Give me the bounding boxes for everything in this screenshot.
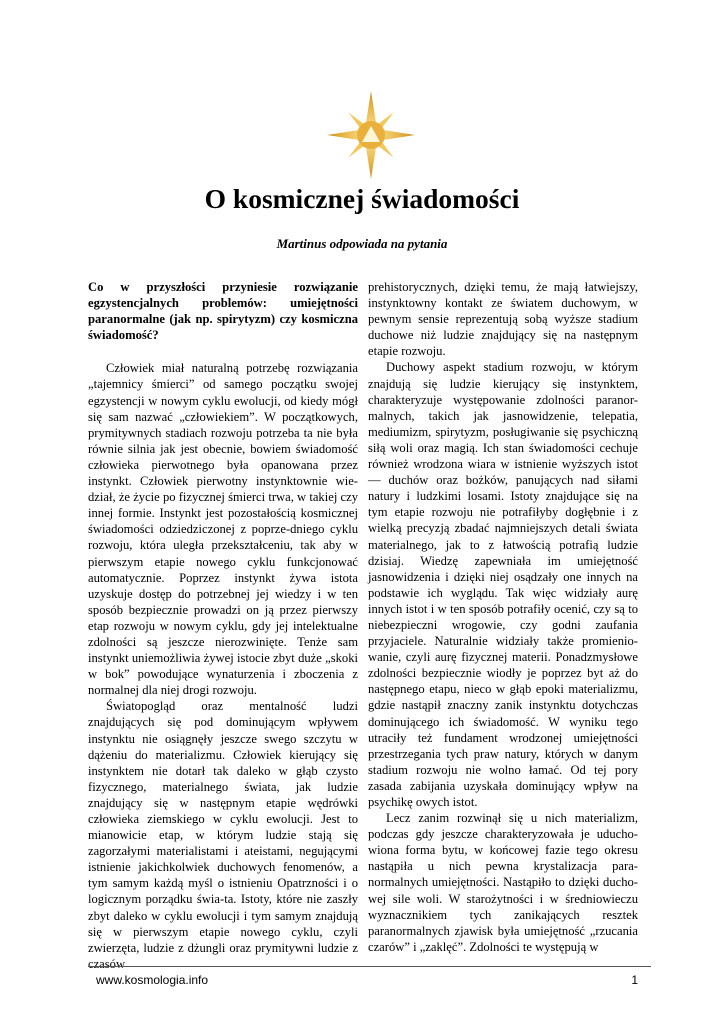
page-subtitle: Martinus odpowiada na pytania [276,236,448,251]
paragraph: Lecz zanim rozwinął się u nich materializm, podczas gdy jeszcze charakteryzowała je uducho-wiona forma bytu, w końcowej fazie tego okresu nastąpiła u nich pewna krystalizacja para-normalnych umiejętności. Nastąpiło to dzięki ducho-wej sile woli. W starożytności i w średniowieczu wyznacznikiem tych zanikających resztek paranormalnych zjawisk była umiejętność „rzucania czarów” i „zaklęć”. Zdolności te występują w [368,811,638,954]
footer-divider [88,966,651,967]
footer-website: www.kosmologia.info [96,973,209,987]
question-heading: Co w przyszłości przyniesie rozwiązanie egzystencjalnych problemów: umiejętności paranormalne (jak np. spirytyzm) czy kosmiczna świadomość? [88,280,358,343]
paragraph-continuation: prehistorycznych, dzięki temu, że mają łatwiejszy, instynktowny kontakt ze światem duchowym, w pewnym sensie reprezentują sobą wyższe stadium duchowe niż ludzie znajdujący się na następnym etapie rozwoju. [368,280,638,359]
article-column-left [88,279,358,972]
golden-star-triangle-icon [327,91,415,179]
paragraph: Człowiek miał naturalną potrzebę rozwiązania „tajemnicy śmierci” od samego początku swojej egzystencji w nowym cyklu ewolucji, od kiedy mógł się sam nazwać „człowiekiem”. W początkowych, prymitywnych stadiach rozwoju potrzeba ta nie była równie silnia jak jest obecnie, bowiem świadomość człowieka pierwotnego była opanowana przez instynkt. Człowiek pierwotny instynktownie wie-dział, że życie po fizycznej śmierci trwa, w takiej czy innej formie. Instynkt jest pozostałością kosmicznej świadomości odziedziczonej z poprze-dniego cyklu rozwoju, która uległa przekształceniu, tak aby w pierwszym etapie nowego cyklu funkcjonować automatycznie. Poprzez instynkt żywa istota uzyskuje dostęp do potrzebnej jej wiedzy i w ten sposób bezpiecznie prowadzi on ją przez pierwszy etap rozwoju w nowym cyklu, gdy jej intelektualne zdolności są jeszcze nierozwinięte. Tenże sam instynkt uniemożliwia żywej istocie zbyt duże „skoki w bok” powodujące wynaturzenia i zboczenia z normalnej dla niej drogi rozwoju. [88,361,358,698]
page-number: 1 [631,973,638,987]
page-title: O kosmicznej świadomości [204,183,520,214]
article-column-right [368,279,638,955]
paragraph: Światopogląd oraz mentalność ludzi znajdujących się pod dominującym wpływem instynktu nie osiągnęły jeszcze swego szczytu w dążeniu do materializmu. Człowiek kierujący się instynktem nie dotarł tak daleko w głąb czysto fizycznego, materialnego świata, jak ludzie znajdujący się w następnym etapie wędrówki człowieka ziemskiego w cyklu ewolucji. Jest to mianowicie etap, w którym ludzie stają się zagorzałymi materialistami i ateistami, negującymi istnienie jakichkolwiek duchowych fenomenów, a tym samym każdą myśl o istnieniu Opatrzności i o logicznym porządku świa-ta. Istoty, które nie zaszły zbyt daleko w cyklu ewolucji i tym samym znajdują się w pierwszym etapie nowego cyklu, czyli zwierzęta, ludzie z dżungli oraz prymitywni ludzie z czasów [88,699,358,971]
paragraph: Duchowy aspekt stadium rozwoju, w którym znajdują się ludzie kierujący się instynktem, charakteryzuje występowanie zdolności paranor-malnych, takich jak jasnowidzenie, telepatia, mediumizm, spirytyzm, posługiwanie się psychiczną siłą woli oraz magią. Ich stan świadomości cechuje również wrodzona wiara w istnienie wyższych istot — duchów oraz bożków, panujących nad siłami natury i ludzkimi losami. Istoty znajdujące się na tym etapie rozwoju nie potrafiłyby dogłębnie i z wielką precyzją zbadać najmniejszych detali świata materialnego, jak to z łatwością potrafią ludzie dzisiaj. Wiedzę zapewniała im umiejętność jasnowidzenia i dzięki niej osądzały one innych na podstawie ich wyglądu. Tak więc widziały aurę innych istot i w ten sposób potrafiły ocenić, czy są to niebezpieczni wrogowie, czy godni zaufania przyjaciele. Naturalnie widziały także promienio-wanie, czyli aurę fizycznej materii. Ponadzmysłowe zdolności bezpiecznie wiodły je poprzez byt aż do następnego etapu, nieco w głąb epoki materializmu, gdzie nastąpił znaczny zanik instynktu dotychczas dominującego ich świadomość. W wyniku tego utraciły też fundament wrodzonej umiejętności przestrzegania tych praw natury, których w danym stadium rozwoju nie wolno łamać. Od tej pory zasada zabijania uzyskała dominujący wpływ na psychikę owych istot. [368,360,638,809]
